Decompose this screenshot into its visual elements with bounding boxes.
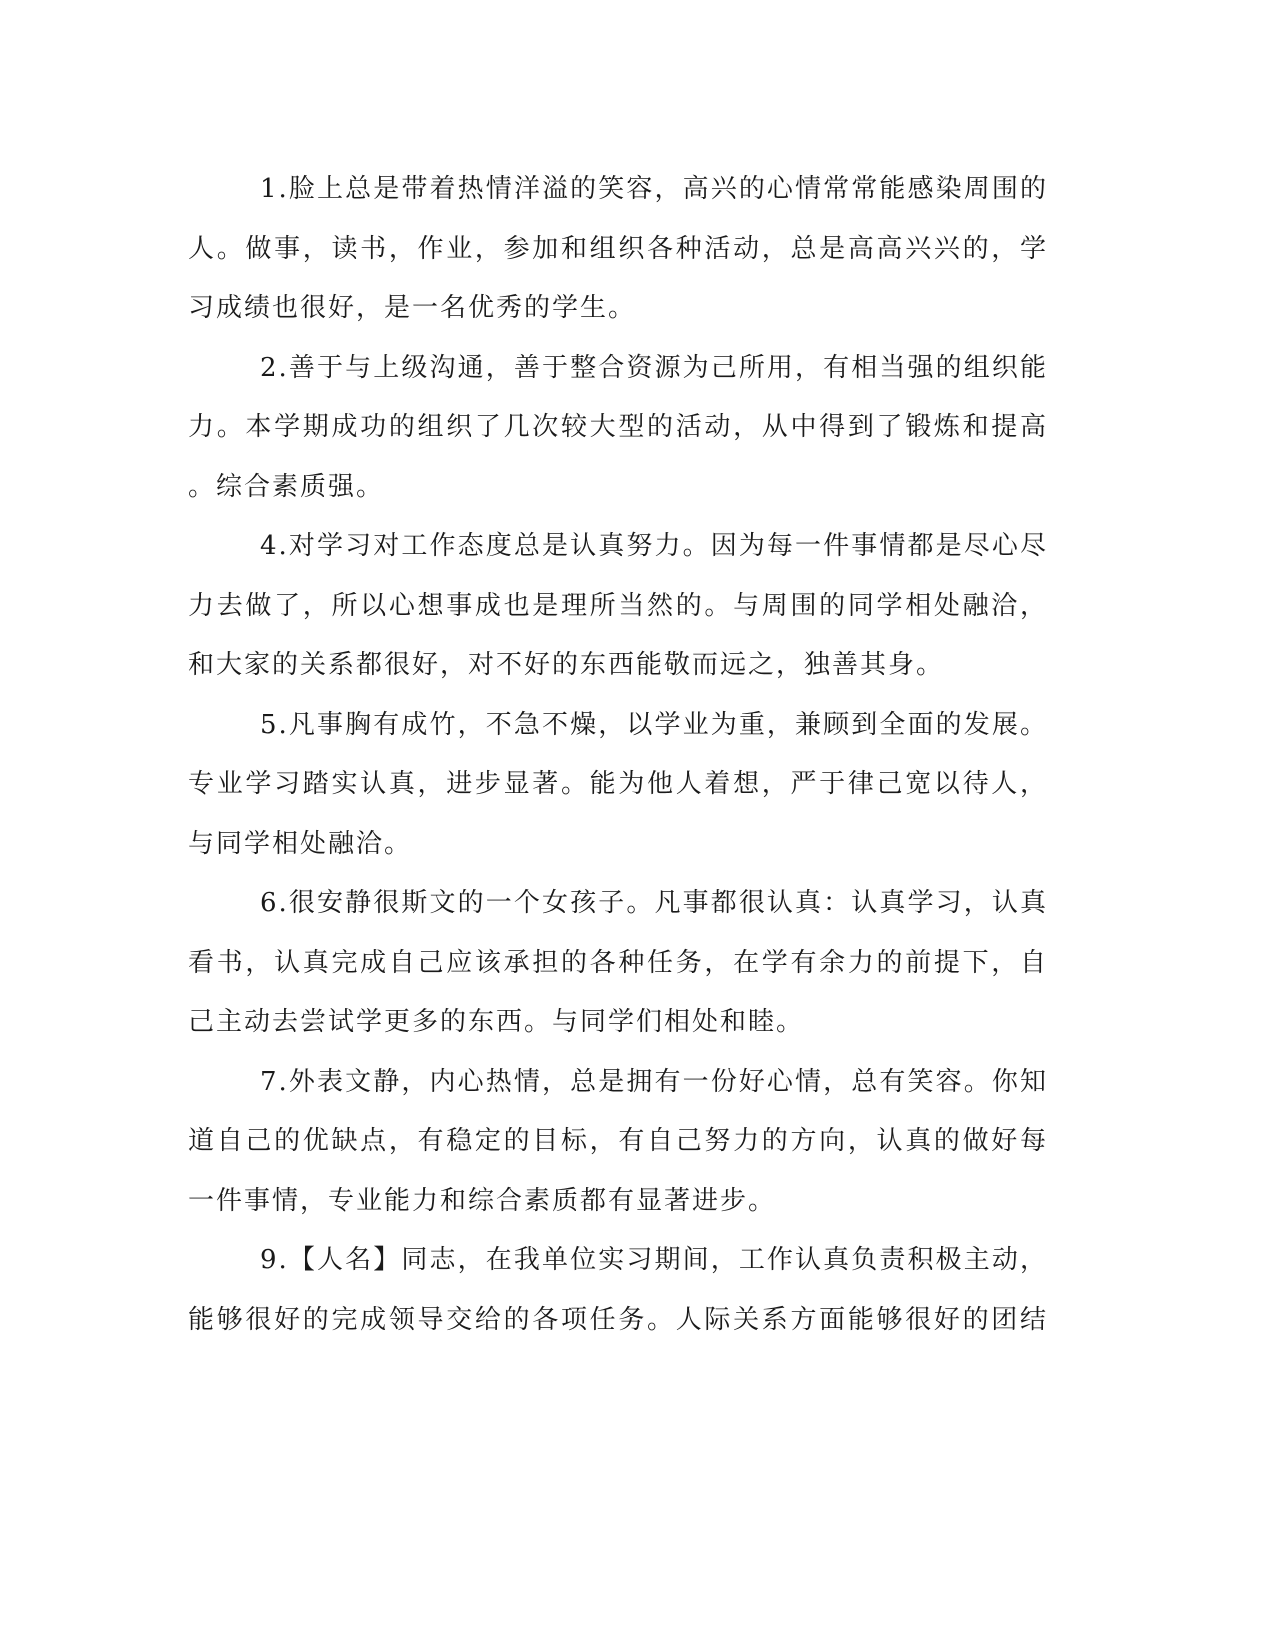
paragraph-line: 能够很好的完成领导交给的各项任务。人际关系方面能够很好的团结 [188, 1304, 1048, 1335]
document-body [188, 160, 1048, 1350]
paragraph-9 [188, 1231, 1048, 1350]
paragraph-line: 力。本学期成功的组织了几次较大型的活动，从中得到了锻炼和提高 [188, 412, 1048, 442]
paragraph-7 [188, 1053, 1048, 1232]
paragraph-line: 7.外表文静，内心热情，总是拥有一份好心情，总有笑容。你知 [260, 1066, 1048, 1097]
paragraph-line: 习成绩也很好，是一名优秀的学生。 [188, 293, 637, 323]
paragraph-line: 。综合素质强。 [188, 471, 385, 502]
paragraph-line: 人。做事，读书，作业，参加和组织各种活动，总是高高兴兴的，学 [188, 233, 1048, 264]
paragraph-line: 与同学相处融洽。 [188, 828, 413, 859]
paragraph-line: 看书，认真完成自己应该承担的各种任务，在学有余力的前提下，自 [188, 947, 1048, 978]
paragraph-line: 4.对学习对工作态度总是认真努力。因为每一件事情都是尽心尽 [260, 531, 1048, 561]
paragraph-6 [188, 874, 1048, 1053]
paragraph-4 [188, 517, 1048, 696]
paragraph-line: 己主动去尝试学更多的东西。与同学们相处和睦。 [188, 1007, 805, 1037]
paragraph-line: 5.凡事胸有成竹，不急不燥，以学业为重，兼顾到全面的发展。 [260, 709, 1048, 740]
paragraph-line: 和大家的关系都很好，对不好的东西能敬而远之，独善其身。 [188, 650, 945, 680]
paragraph-line: 6.很安静很斯文的一个女孩子。凡事都很认真：认真学习，认真 [260, 888, 1048, 918]
paragraph-line: 1.脸上总是带着热情洋溢的笑容，高兴的心情常常能感染周围的 [260, 174, 1048, 204]
paragraph-line: 9.【人名】同志，在我单位实习期间，工作认真负责积极主动， [260, 1245, 1048, 1275]
paragraph-line: 道自己的优缺点，有稳定的目标，有自己努力的方向，认真的做好每 [188, 1126, 1048, 1156]
paragraph-1 [188, 160, 1048, 339]
paragraph-line: 力去做了，所以心想事成也是理所当然的。与周围的同学相处融洽， [188, 590, 1048, 621]
paragraph-5 [188, 696, 1048, 875]
paragraph-line: 一件事情，专业能力和综合素质都有显著进步。 [188, 1185, 777, 1216]
paragraph-line: 专业学习踏实认真，进步显著。能为他人着想，严于律己宽以待人， [188, 769, 1048, 799]
paragraph-line: 2.善于与上级沟通，善于整合资源为己所用，有相当强的组织能 [260, 352, 1048, 383]
paragraph-2 [188, 339, 1048, 518]
